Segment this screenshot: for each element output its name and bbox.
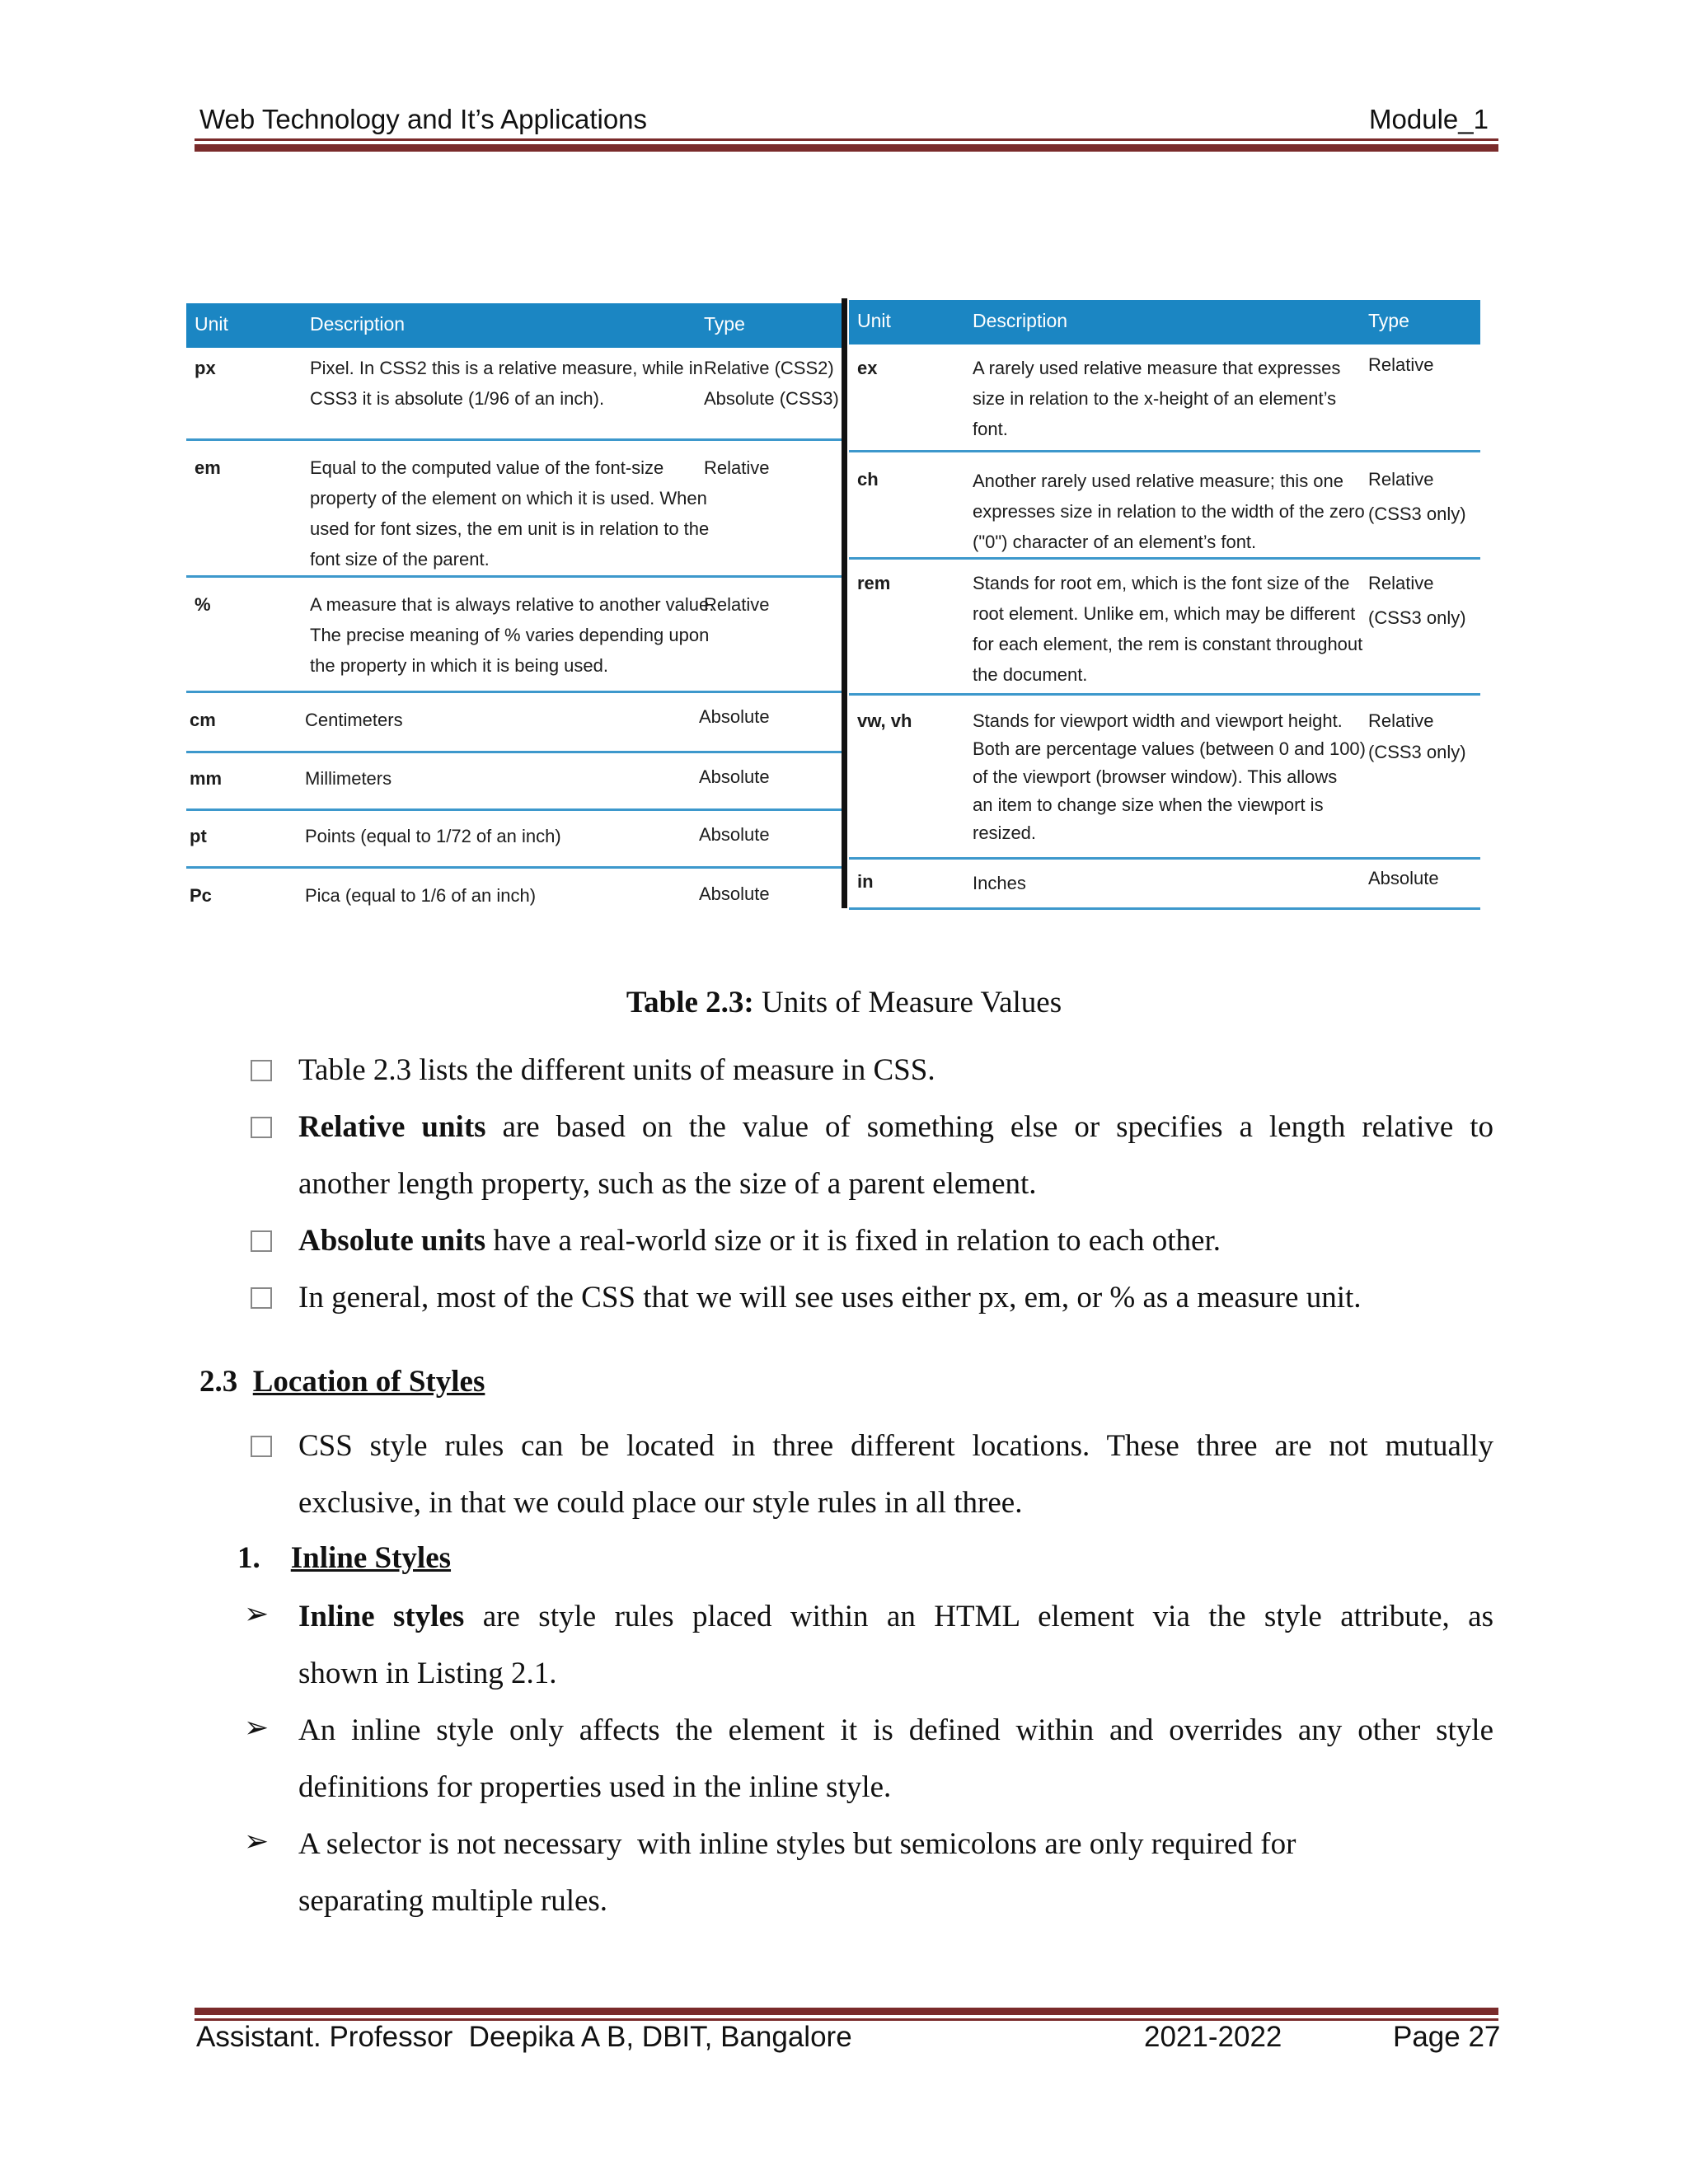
header-title: Web Technology and It’s Applications — [199, 104, 648, 134]
cell-desc: font. — [973, 419, 1008, 439]
cell-type: Relative (CSS2) — [704, 358, 834, 378]
cell-type: Relative — [1368, 573, 1434, 593]
cell-desc: an item to change size when the viewport is — [973, 794, 1324, 815]
bullet-text — [298, 1042, 935, 1099]
arrow-line2: shown in Listing 2.1. — [298, 1657, 557, 1690]
subsection-heading — [237, 1540, 451, 1576]
cell-type: (CSS3 only) — [1368, 504, 1466, 524]
cell-desc: A measure that is always relative to another value. — [310, 594, 715, 615]
cell-type: Absolute — [699, 766, 770, 787]
cell-desc: the property in which it is being used. — [310, 655, 608, 676]
subsection-number: 1. — [237, 1541, 260, 1575]
table-row — [849, 696, 1480, 860]
bullet-icon — [251, 1230, 272, 1252]
cell-desc: A rarely used relative measure that expresses — [973, 358, 1341, 378]
cell-desc: Equal to the computed value of the font-size — [310, 457, 664, 478]
col-description: Description — [310, 313, 406, 335]
caption-label: Table 2.3: — [626, 986, 754, 1019]
cell-desc: Pica (equal to 1/6 of an inch) — [305, 885, 537, 906]
cell-unit: ch — [857, 469, 879, 490]
section-heading — [199, 1364, 485, 1399]
bullet-continuation: another length property, such as the size of a parent element. — [298, 1167, 1037, 1201]
cell-type: Relative — [704, 457, 770, 478]
cell-desc: resized. — [973, 823, 1037, 843]
units-table-left — [186, 303, 846, 926]
cell-desc: Stands for root em, which is the font size of the — [973, 573, 1350, 593]
cell-unit: % — [195, 594, 211, 615]
cell-unit: ex — [857, 358, 878, 378]
footer-author: Assistant. Professor Deepika A B, DBIT, Bangalore — [196, 2021, 852, 2053]
bullet-text — [298, 1099, 1493, 1155]
arrow-line: are style rules placed within an HTML element via the style attribute, as — [464, 1600, 1494, 1633]
cell-unit: in — [857, 871, 874, 892]
cell-desc: Pixel. In CSS2 this is a relative measure, while in — [310, 358, 703, 378]
cell-type: Absolute — [699, 706, 770, 727]
cell-type: (CSS3 only) — [1368, 607, 1466, 628]
arrow-text: A selector is not necessary with inline styles but semicolons are only required for — [298, 1827, 1296, 1861]
cell-type: Relative — [1368, 710, 1434, 731]
cell-desc: property of the element on which it is used. When — [310, 488, 707, 509]
cell-desc: of the viewport (browser window). This allows — [973, 766, 1338, 787]
col-type: Type — [1368, 310, 1409, 331]
cell-desc: ("0") character of an element’s font. — [973, 532, 1257, 552]
arrow-bullet-icon: ➢ — [244, 1711, 270, 1744]
cell-desc: Inches — [973, 873, 1026, 893]
bullet-text — [298, 1269, 1362, 1326]
cell-unit: em — [195, 457, 221, 478]
arrow-bullet-icon: ➢ — [244, 1597, 270, 1630]
caption-text: Units of Measure Values — [753, 986, 1062, 1019]
cell-type: Relative — [1368, 469, 1434, 490]
table-header — [849, 300, 1480, 344]
section-bullet-line1: CSS style rules can be located in three different locations. These three are not mutually — [298, 1429, 1493, 1463]
cell-type: Absolute — [699, 883, 770, 904]
bullet-bold: Absolute units — [298, 1224, 486, 1258]
cell-type: Absolute — [1368, 868, 1439, 888]
cell-unit: rem — [857, 573, 891, 593]
table-caption — [0, 985, 1688, 1020]
header-rule-thin — [195, 138, 1498, 141]
arrow-text: An inline style only affects the element it is defined within and overrides any other style — [298, 1713, 1493, 1747]
table-divider — [842, 298, 847, 908]
cell-type: Absolute — [699, 824, 770, 845]
table-row — [849, 560, 1480, 696]
cell-desc: Another rarely used relative measure; this one — [973, 471, 1344, 491]
cell-unit: px — [195, 358, 216, 378]
table-row — [186, 441, 846, 578]
bullet-icon — [251, 1117, 272, 1138]
bullet-line: Table 2.3 lists the different units of measure in CSS. — [298, 1053, 935, 1087]
cell-desc: expresses size in relation to the width of the zero — [973, 501, 1365, 522]
cell-desc: Centimeters — [305, 710, 403, 730]
cell-desc: Points (equal to 1/72 of an inch) — [305, 826, 561, 846]
header-rule-thick — [195, 144, 1498, 152]
bullet-line: are based on the value of something else or specifies a length relative to — [485, 1110, 1493, 1144]
cell-unit: mm — [190, 768, 223, 789]
col-type: Type — [704, 313, 745, 335]
section-bullet-line2: exclusive, in that we could place our style rules in all three. — [298, 1486, 1023, 1520]
cell-type: Relative — [704, 594, 770, 615]
cell-desc: size in relation to the x-height of an element’s — [973, 388, 1337, 409]
table-row — [849, 344, 1480, 452]
footer-rule-thick — [195, 2008, 1498, 2015]
cell-desc: Millimeters — [305, 768, 392, 789]
bullet-text — [298, 1212, 1221, 1269]
cell-desc: for each element, the rem is constant throughout — [973, 634, 1363, 654]
footer-year: 2021-2022 — [1144, 2021, 1282, 2053]
cell-desc: the document. — [973, 664, 1088, 685]
cell-unit: pt — [190, 826, 207, 846]
arrow-line2: definitions for properties used in the inline style. — [298, 1770, 892, 1804]
table-row — [186, 869, 846, 926]
table-row — [186, 811, 846, 869]
units-table-right — [849, 303, 1480, 910]
bullet-line: In general, most of the CSS that we will see uses either px, em, or % as a measure unit. — [298, 1281, 1362, 1315]
table-header — [186, 303, 846, 348]
cell-desc: Both are percentage values (between 0 and 100) — [973, 738, 1366, 759]
cell-desc: The precise meaning of % varies depending upon — [310, 625, 710, 645]
table-row — [186, 348, 846, 441]
bullet-icon — [251, 1060, 272, 1081]
arrow-bullet-icon: ➢ — [244, 1825, 270, 1858]
table-row — [849, 860, 1480, 910]
table-row — [186, 578, 846, 693]
bullet-bold: Relative units — [298, 1110, 486, 1144]
arrow-text — [298, 1588, 1493, 1645]
cell-desc: used for font sizes, the em unit is in relation to the — [310, 518, 710, 539]
page-header — [198, 101, 1498, 143]
header-module: Module_1 — [1369, 104, 1489, 134]
bullet-icon — [251, 1436, 272, 1457]
cell-type: (CSS3 only) — [1368, 742, 1466, 762]
table-row — [849, 452, 1480, 560]
cell-unit: cm — [190, 710, 216, 730]
table-row — [186, 753, 846, 811]
cell-desc: CSS3 it is absolute (1/96 of an inch). — [310, 388, 605, 409]
cell-type: Absolute (CSS3) — [704, 388, 839, 409]
col-description: Description — [973, 310, 1068, 331]
section-number: 2.3 — [199, 1365, 238, 1399]
cell-desc: root element. Unlike em, which may be different — [973, 603, 1356, 624]
cell-type: Relative — [1368, 354, 1434, 375]
table-row — [186, 693, 846, 753]
col-unit: Unit — [857, 310, 891, 331]
cell-desc: font size of the parent. — [310, 549, 490, 569]
arrow-line2: separating multiple rules. — [298, 1884, 608, 1918]
cell-unit: vw, vh — [857, 710, 912, 731]
subsection-title: Inline Styles — [290, 1541, 452, 1575]
arrow-bold: Inline styles — [298, 1600, 465, 1633]
section-title: Location of Styles — [252, 1365, 485, 1399]
cell-desc: Stands for viewport width and viewport height. — [973, 710, 1343, 731]
footer-page: Page 27 — [1393, 2021, 1501, 2053]
bullet-icon — [251, 1287, 272, 1309]
col-unit: Unit — [195, 313, 228, 335]
cell-unit: Pc — [190, 885, 212, 906]
bullet-line: have a real-world size or it is fixed in relation to each other. — [485, 1224, 1221, 1258]
